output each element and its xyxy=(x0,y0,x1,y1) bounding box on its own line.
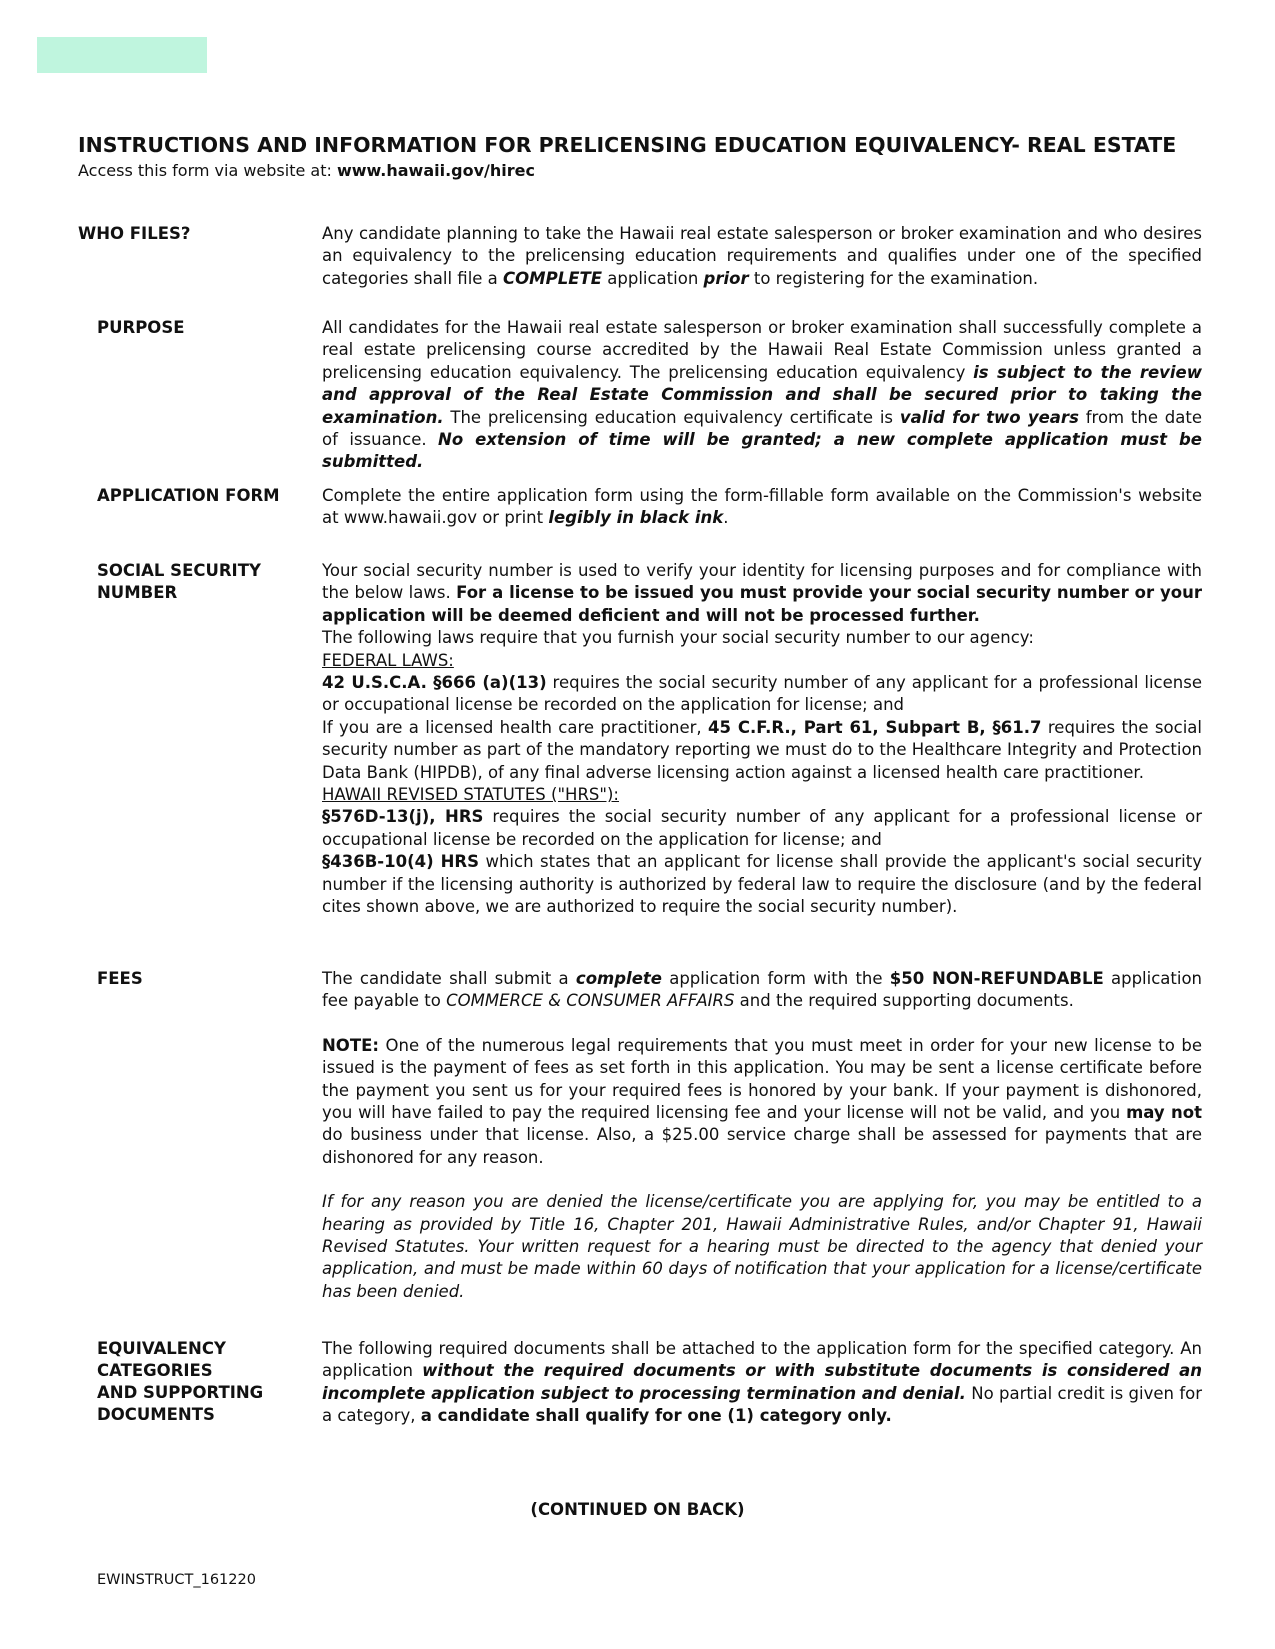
form-code: EWINSTRUCT_161220 xyxy=(97,1572,256,1588)
access-url: www.hawaii.gov/hirec xyxy=(336,161,535,180)
section-label-ssn: SOCIAL SECURITY NUMBER xyxy=(97,561,261,602)
fees-text: The candidate shall submit a complete application form with the $50 NON-REFUNDABLE application fee payable to COMMERCE & CONSUMER AFFAIRS and the required supporting documents. NOTE: One of the numerous legal requirements that you must meet in order for your new license to be issued is the payment of fees as set forth in this application. You may be sent a license certificate before the payment you sent us for your required fees is honored by your bank. If your payment is dishonored, you will have failed to pay the required licensing fee and your license will not be valid, and you may not do business under that license. Also, a $25.00 service charge shall be assessed for payments that are dishonored for any reason. If for any reason you are denied the license/certificate you are applying for, you may be entitled to a hearing as provided by Title 16, Chapter 201, Hawaii Administrative Rules, and/or Chapter 91, Hawaii Revised Statutes. Your written request for a hearing must be directed to the agency that denied your application, and must be made within 60 days of notification that your application for a license/certificate has been denied. xyxy=(322,969,1202,1301)
section-label-application-form: APPLICATION FORM xyxy=(97,486,280,505)
section-label-fees: FEES xyxy=(97,969,143,988)
section-label-who-files: WHO FILES? xyxy=(78,224,191,243)
section-label-equivalency: EQUIVALENCY CATEGORIES AND SUPPORTING DOCUMENTS xyxy=(97,1339,264,1424)
continued-on-back: (CONTINUED ON BACK) xyxy=(530,1500,745,1519)
section-label-purpose: PURPOSE xyxy=(97,318,185,337)
access-prefix: Access this form via website at: xyxy=(78,161,337,180)
purpose-text: All candidates for the Hawaii real estate salesperson or broker examination shall successfully complete a real estate prelicensing course accredited by the Hawaii Real Estate Commission unless granted a prelicensing education equivalency. The prelicensing education equivalency is subject to the review and approval of the Real Estate Commission and shall be secured prior to taking the examination. The prelicensing education equivalency certificate is valid for two years from the date of issuance. No extension of time will be granted; a new complete application must be submitted. xyxy=(322,318,1203,472)
page-title: INSTRUCTIONS AND INFORMATION FOR PRELICENSING EDUCATION EQUIVALENCY- REAL ESTATE xyxy=(78,133,1177,157)
access-line xyxy=(78,161,535,180)
ssn-text: Your social security number is used to verify your identity for licensing purposes and for compliance with the below laws. For a license to be issued you must provide your social security number or your application will be deemed deficient and will not be processed further. The following laws require that you furnish your social security number to our agency: FEDERAL LAWS: 42 U.S.C.A. §666 (a)(13) requires the social security number of any applicant for a professional license or occupational license be recorded on the application for license; and If you are a licensed health care practitioner, 45 C.F.R., Part 61, Subpart B, §61.7 requires the social security number as part of the mandatory reporting we must do to the Healthcare Integrity and Protection Data Bank (HIPDB), of any final adverse licensing action against a licensed health care practitioner. HAWAII REVISED STATUTES ("HRS"): §576D-13(j), HRS requires the social security number of any applicant for a professional license or occupational license be recorded on the application for license; and §436B-10(4) HRS which states that an applicant for license shall provide the applicant's social security number if the licensing authority is authorized by federal law to require the disclosure (and by the federal cites shown above, we are authorized to require the social security number). xyxy=(322,561,1202,917)
equivalency-text: The following required documents shall be attached to the application form for the specified category. An application without the required documents or with substitute documents is considered an incomplete application subject to processing termination and denial. No partial credit is given for a category, a candidate shall qualify for one (1) category only. xyxy=(322,1339,1203,1426)
header-color-tab xyxy=(37,37,207,73)
who-files-text: Any candidate planning to take the Hawaii real estate salesperson or broker examination and who desires an equivalency to the prelicensing education requirements and qualifies under one of the specified categories shall file a COMPLETE application prior to registering for the examination. xyxy=(322,224,1202,288)
application-form-text: Complete the entire application form using the form-fillable form available on the Commission's website at www.hawaii.gov or print legibly in black ink. xyxy=(322,486,1202,528)
